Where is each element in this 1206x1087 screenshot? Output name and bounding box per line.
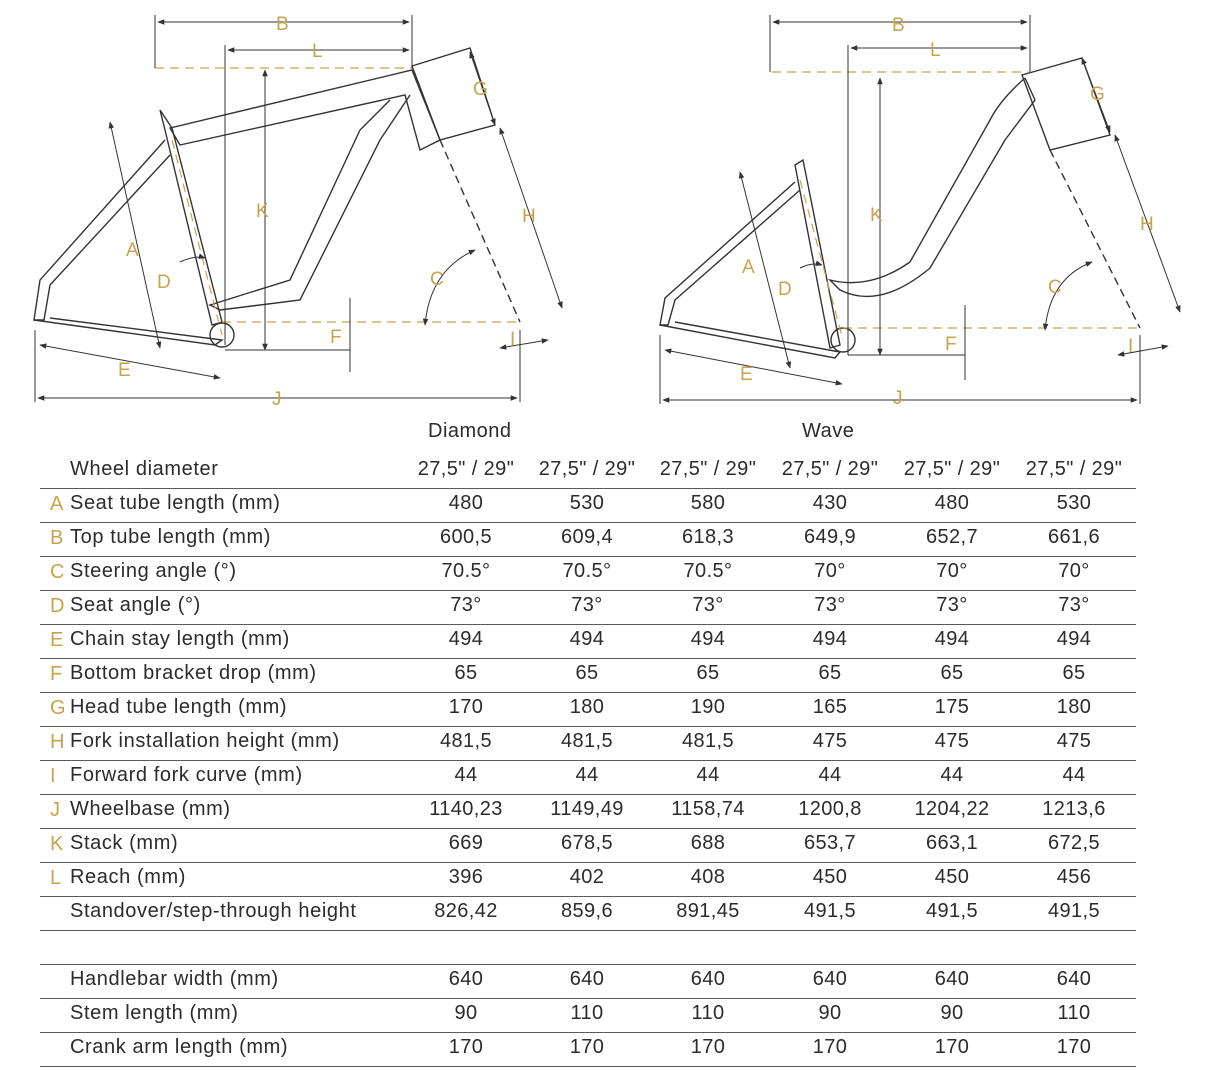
table-row [40,692,1136,727]
cell-value: 65 [1062,662,1086,684]
diamond-label-e: E [118,360,131,381]
cell-value: 65 [575,662,599,684]
cell-value: 669 [448,832,484,854]
cell-value: 481,5 [439,730,493,752]
row-label: Chain stay length (mm) [70,628,290,650]
cell-value: 65 [696,662,720,684]
diamond-label-g: G [473,79,488,100]
cell-value: 494 [934,628,970,650]
cell-value: 44 [696,764,720,786]
group-diamond: Diamond [428,420,512,442]
wave-label-e: E [740,364,753,385]
cell-value: 640 [812,968,848,990]
cell-value: 180 [569,696,605,718]
cell-value: 1204,22 [914,798,990,820]
cell-value: 73° [571,594,603,616]
table-row [40,658,1136,693]
row-label: Top tube length (mm) [70,526,271,548]
row-label: Forward fork curve (mm) [70,764,303,786]
cell-value: 27,5" / 29" [417,458,515,480]
row-label: Head tube length (mm) [70,696,288,718]
cell-value: 609,4 [560,526,614,548]
cell-value: 580 [690,492,726,514]
cell-value: 170 [690,1036,726,1058]
table-row [40,556,1136,591]
cell-value: 530 [569,492,605,514]
cell-value: 481,5 [681,730,735,752]
cell-value: 640 [934,968,970,990]
wave-label-k: K [870,205,883,226]
row-label: Standover/step-through height [70,900,357,922]
wave-label-f: F [945,334,957,355]
table-row [40,488,1136,523]
cell-value: 73° [692,594,724,616]
cell-value: 640 [690,968,726,990]
cell-value: 70.5° [562,560,612,582]
row-letter: G [50,697,66,719]
cell-value: 70° [1058,560,1090,582]
row-letter: L [50,867,62,889]
cell-value: 491,5 [925,900,979,922]
cell-value: 44 [940,764,964,786]
cell-value: 640 [569,968,605,990]
cell-value: 73° [450,594,482,616]
cell-value: 891,45 [676,900,740,922]
table-row [40,998,1136,1033]
row-label: Crank arm length (mm) [70,1036,289,1058]
table-row [40,828,1136,863]
wave-frame-diagram [660,58,1140,358]
row-letter: H [50,731,65,753]
frame-geometry-diagrams [0,0,1206,415]
cell-value: 430 [812,492,848,514]
cell-value: 44 [818,764,842,786]
cell-value: 73° [936,594,968,616]
cell-value: 73° [814,594,846,616]
header-row [40,454,1136,489]
cell-value: 70° [936,560,968,582]
cell-value: 826,42 [434,900,498,922]
cell-value: 190 [690,696,726,718]
wave-dimension-labels [740,15,1154,409]
row-label: Seat angle (°) [70,594,201,616]
wave-label-c: C [1048,277,1062,298]
table-row [40,794,1136,829]
cell-value: 450 [934,866,970,888]
cell-value: 110 [1057,1002,1091,1024]
cell-value: 672,5 [1047,832,1101,854]
row-letter: D [50,595,65,617]
cell-value: 110 [570,1002,604,1024]
row-label: Seat tube length (mm) [70,492,281,514]
diamond-label-l: L [312,41,323,62]
cell-value: 180 [1056,696,1092,718]
cell-value: 491,5 [1047,900,1101,922]
cell-value: 170 [448,1036,484,1058]
row-label: Steering angle (°) [70,560,237,582]
diamond-label-j: J [272,389,282,410]
cell-value: 65 [818,662,842,684]
cell-value: 450 [812,866,848,888]
cell-value: 475 [812,730,848,752]
cell-value: 494 [690,628,726,650]
cell-value: 44 [1062,764,1086,786]
row-letter: A [50,493,64,515]
cell-value: 90 [454,1002,478,1024]
cell-value: 170 [934,1036,970,1058]
cell-value: 688 [690,832,726,854]
cell-value: 494 [569,628,605,650]
table-row [40,760,1136,795]
diamond-label-f: F [330,327,342,348]
cell-value: 481,5 [560,730,614,752]
row-letter: J [50,799,60,821]
wave-label-h: H [1140,214,1154,235]
row-label: Handlebar width (mm) [70,968,279,990]
cell-value: 640 [448,968,484,990]
cell-value: 65 [940,662,964,684]
cell-value: 530 [1056,492,1092,514]
row-label: Bottom bracket drop (mm) [70,662,317,684]
cell-value: 27,5" / 29" [659,458,757,480]
row-label: Wheel diameter [70,458,219,480]
row-letter: E [50,629,64,651]
cell-value: 70.5° [683,560,733,582]
wave-label-a: A [742,257,755,278]
cell-value: 170 [1056,1036,1092,1058]
cell-value: 44 [575,764,599,786]
cell-value: 27,5" / 29" [903,458,1001,480]
cell-value: 73° [1058,594,1090,616]
cell-value: 175 [934,696,970,718]
table-row [40,624,1136,659]
cell-value: 475 [934,730,970,752]
diamond-label-c: C [430,269,444,290]
cell-value: 1158,74 [671,798,745,820]
cell-value: 1140,23 [429,798,503,820]
cell-value: 70.5° [441,560,491,582]
row-letter: B [50,527,64,549]
diamond-label-a: A [126,240,139,261]
diamond-label-i: I [510,329,516,350]
group-wave: Wave [802,420,855,442]
cell-value: 494 [812,628,848,650]
cell-value: 1200,8 [798,798,862,820]
cell-value: 640 [1056,968,1092,990]
cell-value: 480 [934,492,970,514]
diamond-label-d: D [157,272,171,293]
wave-label-j: J [893,388,903,409]
table-row [40,862,1136,897]
diamond-frame-diagram [34,48,520,347]
cell-value: 170 [812,1036,848,1058]
wave-label-b: B [892,15,905,36]
wave-label-l: L [930,40,941,61]
cell-value: 90 [940,1002,964,1024]
cell-value: 456 [1056,866,1092,888]
wave-label-i: I [1128,336,1134,357]
diamond-label-b: B [276,14,289,35]
cell-value: 90 [818,1002,842,1024]
cell-value: 475 [1056,730,1092,752]
row-letter: C [50,561,65,583]
diamond-label-k: K [256,201,269,222]
cell-value: 1213,6 [1042,798,1106,820]
cell-value: 27,5" / 29" [781,458,879,480]
table-row [40,1032,1136,1067]
cell-value: 491,5 [803,900,857,922]
cell-value: 170 [448,696,484,718]
cell-value: 170 [569,1036,605,1058]
row-label: Fork installation height (mm) [70,730,340,752]
spacer-row [40,930,1136,965]
row-letter: F [50,663,63,685]
cell-value: 110 [691,1002,725,1024]
cell-value: 1149,49 [550,798,624,820]
cell-value: 27,5" / 29" [538,458,636,480]
row-label: Stack (mm) [70,832,179,854]
cell-value: 27,5" / 29" [1025,458,1123,480]
cell-value: 859,6 [560,900,614,922]
cell-value: 165 [812,696,848,718]
row-letter: K [50,833,64,855]
table-row [40,726,1136,761]
table-row [40,964,1136,999]
cell-value: 494 [1056,628,1092,650]
wave-label-g: G [1090,84,1105,105]
table-row [40,896,1136,931]
cell-value: 600,5 [439,526,493,548]
cell-value: 70° [814,560,846,582]
table-row [40,522,1136,557]
diamond-label-h: H [522,206,536,227]
table-row [40,590,1136,625]
cell-value: 649,9 [803,526,857,548]
cell-value: 65 [454,662,478,684]
cell-value: 44 [454,764,478,786]
row-label: Wheelbase (mm) [70,798,231,820]
cell-value: 661,6 [1047,526,1101,548]
cell-value: 480 [448,492,484,514]
cell-value: 663,1 [925,832,979,854]
cell-value: 408 [690,866,726,888]
row-label: Reach (mm) [70,866,187,888]
cell-value: 653,7 [803,832,857,854]
cell-value: 652,7 [925,526,979,548]
cell-value: 396 [448,866,484,888]
row-label: Stem length (mm) [70,1002,239,1024]
cell-value: 678,5 [560,832,614,854]
cell-value: 618,3 [681,526,735,548]
row-letter: I [50,765,56,787]
diamond-dimension-labels [118,14,536,410]
cell-value: 402 [569,866,605,888]
cell-value: 494 [448,628,484,650]
wave-label-d: D [778,279,792,300]
